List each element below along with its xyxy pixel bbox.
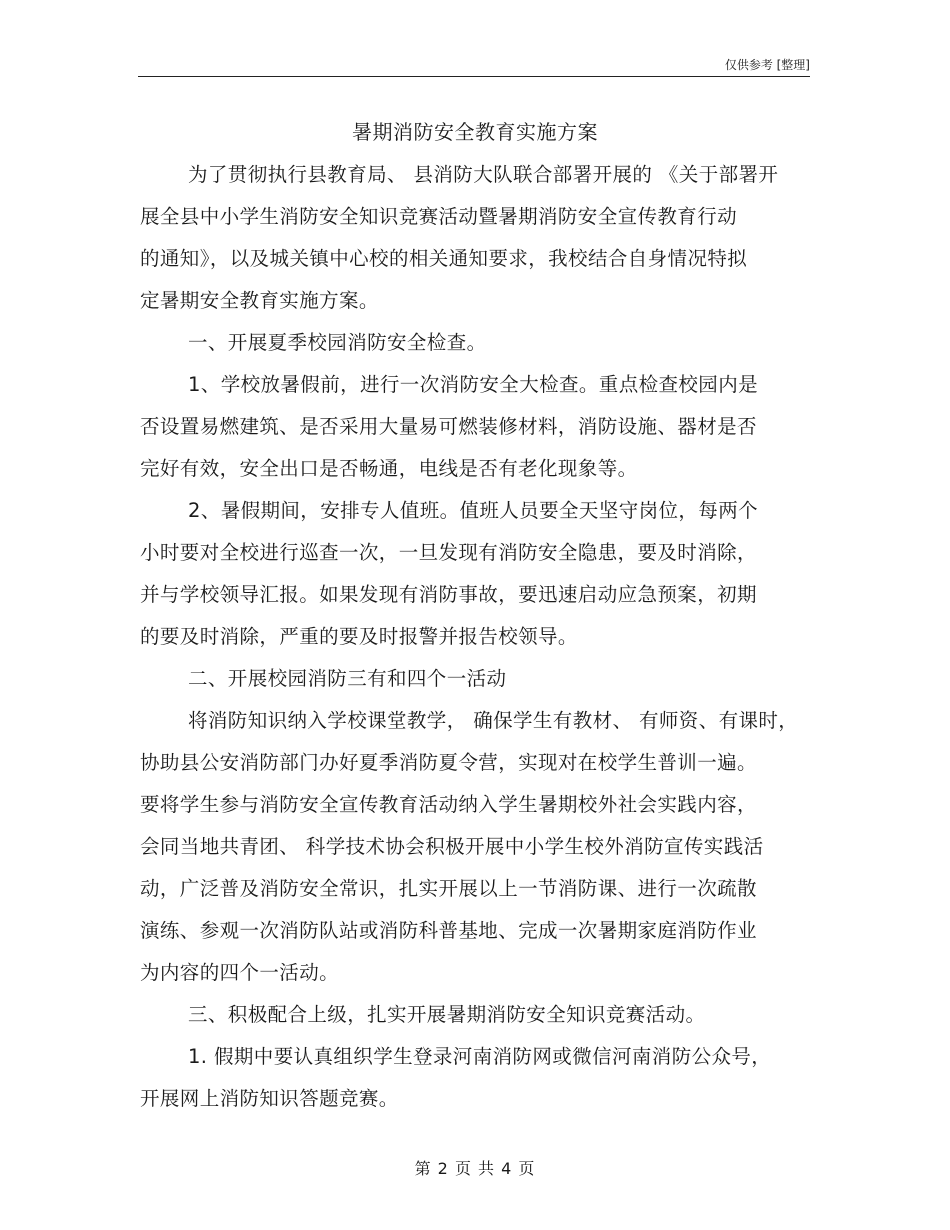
paragraph-line: 完好有效，安全出口是否畅通，电线是否有老化现象等。 bbox=[140, 457, 638, 480]
paragraph-line: 要将学生参与消防安全宣传教育活动纳入学生暑期校外社会实践内容， bbox=[140, 793, 757, 816]
paragraph-line: 1、学校放暑假前，进行一次消防安全大检查。重点检查校园内是 bbox=[188, 373, 759, 396]
paragraph-line: 演练、参观一次消防队站或消防科普基地、完成一次暑期家庭消防作业 bbox=[140, 919, 757, 942]
paragraph-line: 的通知》，以及城关镇中心校的相关通知要求，我校结合自身情况特拟 bbox=[140, 247, 748, 270]
paragraph-line: 将消防知识纳入学校课堂教学， 确保学生有教材、 有师资、有课时， bbox=[188, 709, 799, 732]
paragraph-line: 1. 假期中要认真组织学生登录河南消防网或微信河南消防公众号， bbox=[188, 1045, 772, 1068]
paragraph-line: 的要及时消除，严重的要及时报警并报告校领导。 bbox=[140, 625, 578, 648]
paragraph-line: 小时要对全校进行巡查一次，一旦发现有消防安全隐患，要及时消除， bbox=[140, 541, 757, 564]
paragraph-line: 动，广泛普及消防安全常识，扎实开展以上一节消防课、进行一次疏散 bbox=[140, 877, 757, 900]
header-note: 仅供参考 [整理] bbox=[724, 58, 810, 72]
paragraph-line: 2、暑假期间，安排专人值班。值班人员要全天坚守岗位，每两个 bbox=[188, 499, 759, 522]
paragraph-line: 开展网上消防知识答题竞赛。 bbox=[140, 1087, 399, 1110]
paragraph-line: 展全县中小学生消防安全知识竞赛活动暨暑期消防安全宣传教育行动 bbox=[140, 205, 738, 228]
document-title: 暑期消防安全教育实施方案 bbox=[352, 120, 598, 144]
page-footer: 第 2 页 共 4 页 bbox=[414, 1159, 536, 1178]
section-heading: 一、开展夏季校园消防安全检查。 bbox=[188, 331, 487, 354]
section-heading: 二、开展校园消防三有和四个一活动 bbox=[188, 667, 507, 690]
paragraph-line: 协助县公安消防部门办好夏季消防夏令营，实现对在校学生普训一遍。 bbox=[140, 751, 757, 774]
document-body bbox=[140, 154, 810, 1120]
paragraph-line: 为内容的四个一活动。 bbox=[140, 961, 340, 984]
paragraph-line: 为了贯彻执行县教育局、 县消防大队联合部署开展的 《关于部署开 bbox=[188, 163, 779, 186]
section-heading: 三、积极配合上级，扎实开展暑期消防安全知识竞赛活动。 bbox=[188, 1003, 706, 1026]
paragraph-line: 会同当地共青团、 科学技术协会积极开展中小学生校外消防宣传实践活 bbox=[140, 835, 764, 858]
paragraph-line: 定暑期安全教育实施方案。 bbox=[140, 289, 379, 312]
header-rule bbox=[138, 76, 810, 77]
paragraph-line: 并与学校领导汇报。如果发现有消防事故，要迅速启动应急预案，初期 bbox=[140, 583, 757, 606]
paragraph-line: 否设置易燃建筑、是否采用大量易可燃装修材料，消防设施、器材是否 bbox=[140, 415, 757, 438]
